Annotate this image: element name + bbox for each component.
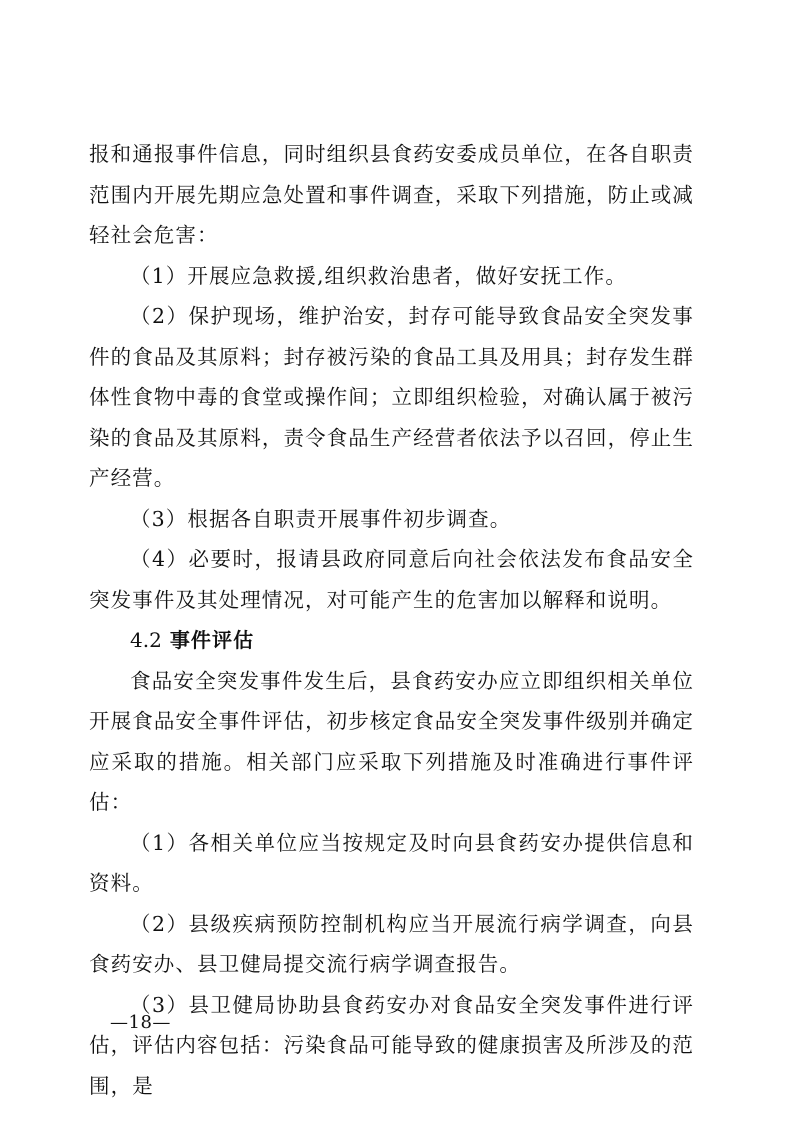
section-title: 事件评估 [169, 628, 255, 652]
section-item-3: （3）县卫健局协助县食药安办对食品安全突发事件进行评估，评估内容包括：污染食品可能导致的健康损害及所涉及的范围，是 [89, 992, 694, 1098]
paragraph-item-1: （1）开展应急救援,组织救治患者，做好安抚工作。 [130, 263, 627, 288]
paragraph-item-2: （2）保护现场，维护治安，封存可能导致食品安全突发事件的食品及其原料；封存被污染的食品工具及用具；封存发生群体性食物中毒的食堂或操作间；立即组织检验，对确认属于被污染的食品及其原料，责令食品生产经营者依法予以召回，停止生产经营。 [89, 304, 694, 490]
section-item-1: （1）各相关单位应当按规定及时向县食药安办提供信息和资料。 [89, 830, 694, 895]
paragraph-continuation: 报和通报事件信息，同时组织县食药安委成员单位，在各自职责范围内开展先期应急处置和事件调查，采取下列措施，防止或减轻社会危害： [89, 142, 694, 247]
document-body [89, 134, 694, 1106]
paragraph-item-3: （3）根据各自职责开展事件初步调查。 [130, 506, 512, 531]
paragraph-item-4: （4）必要时，报请县政府同意后向社会依法发布食品安全突发事件及其处理情况，对可能产生的危害加以解释和说明。 [89, 547, 694, 612]
section-item-2: （2）县级疾病预防控制机构应当开展流行病学调查，向县食药安办、县卫健局提交流行病学调查报告。 [89, 911, 694, 976]
section-number: 4.2 [130, 628, 162, 652]
page-number: —18— [110, 1012, 171, 1033]
section-intro-paragraph: 食品安全突发事件发生后，县食药安办应立即组织相关单位开展食品安全事件评估，初步核定食品安全突发事件级别并确定应采取的措施。相关部门应采取下列措施及时准确进行事件评估： [89, 668, 694, 814]
section-heading [89, 620, 694, 661]
